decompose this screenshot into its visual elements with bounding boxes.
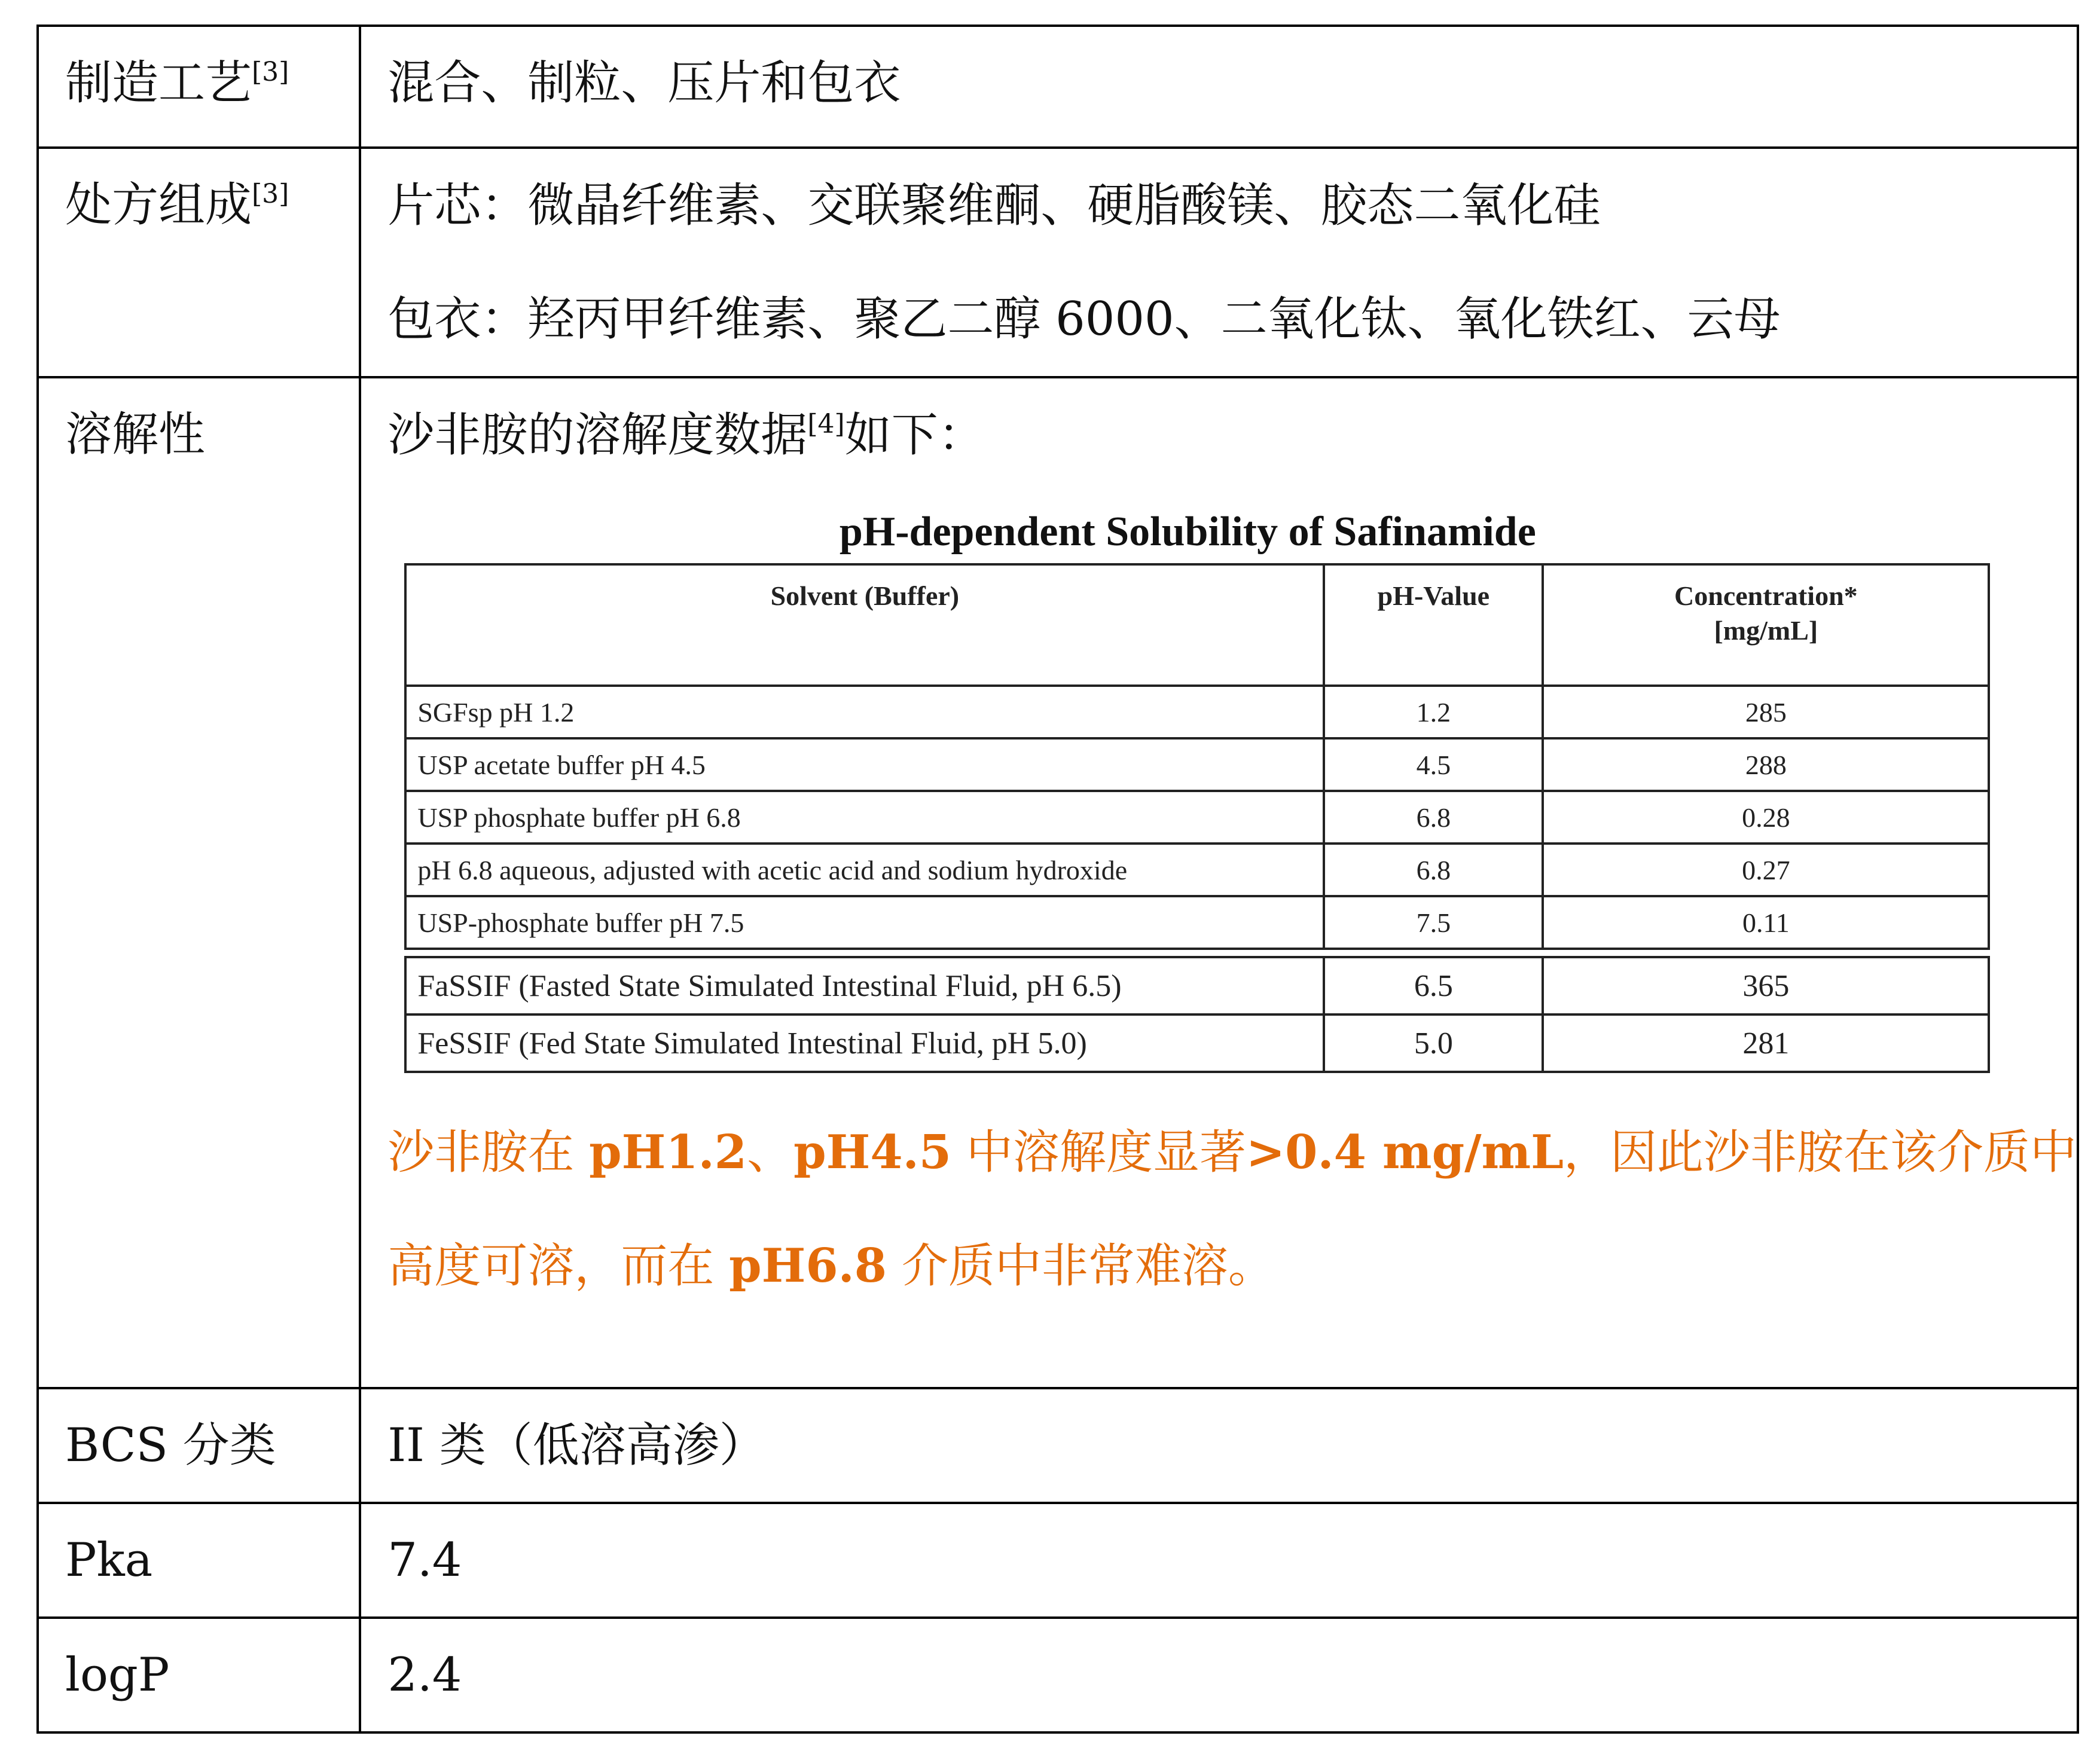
conclusion-line-1 xyxy=(387,1096,2077,1209)
row-solubility xyxy=(38,377,2078,1388)
solubility-figure xyxy=(387,500,1985,1073)
formulation-coating: 包衣：羟丙甲纤维素、聚乙二醇 6000、二氧化钛、氧化铁红、云母 xyxy=(387,292,1781,346)
header-solvent: Solvent (Buffer) xyxy=(405,564,1324,686)
row-process xyxy=(38,26,2078,148)
value-cell xyxy=(360,1503,2078,1618)
value-cell xyxy=(360,377,2078,1388)
conc-cell: 281 xyxy=(1543,1014,1989,1072)
table-row xyxy=(405,686,1989,738)
table-row xyxy=(405,896,1989,949)
ph-cell: 1.2 xyxy=(1324,686,1543,738)
process-value: 混合、制粒、压片和包衣 xyxy=(387,56,901,110)
conc-cell: 285 xyxy=(1543,686,1989,738)
logp-label: logP xyxy=(65,1648,170,1702)
value-cell xyxy=(360,26,2078,148)
solubility-label: 溶解性 xyxy=(65,408,206,462)
conc-cell: 288 xyxy=(1543,738,1989,791)
table-row xyxy=(405,738,1989,791)
row-bcs xyxy=(38,1388,2078,1503)
solvent-cell: FeSSIF (Fed State Simulated Intestinal Fluid, pH 5.0) xyxy=(405,1014,1324,1072)
solubility-intro xyxy=(361,378,2077,499)
conclusion-text: ，因此沙非胺在该介质中 xyxy=(1563,1126,2077,1179)
solvent-cell: USP phosphate buffer pH 6.8 xyxy=(405,791,1324,844)
header-concentration xyxy=(1543,564,1989,686)
solvent-cell: USP acetate buffer pH 4.5 xyxy=(405,738,1324,791)
label-cell xyxy=(38,26,360,148)
solvent-cell: SGFsp pH 1.2 xyxy=(405,686,1324,738)
conclusion-bold: pH6.8 xyxy=(729,1239,887,1293)
label-cell xyxy=(38,377,360,1388)
header-conc-line2: [mg/mL] xyxy=(1714,615,1818,646)
drug-info-table xyxy=(36,25,2079,1734)
header-conc-line1: Concentration* xyxy=(1674,580,1858,611)
conclusion-text: 介质中非常难溶。 xyxy=(887,1239,1275,1293)
conc-cell: 0.28 xyxy=(1543,791,1989,844)
solvent-cell: pH 6.8 aqueous, adjusted with acetic acid and sodium hydroxide xyxy=(405,844,1324,896)
label-cell xyxy=(38,1388,360,1503)
formulation-label: 处方组成 xyxy=(65,178,252,232)
header-ph: pH-Value xyxy=(1324,564,1543,686)
formulation-ref: [3] xyxy=(252,179,289,209)
table-row xyxy=(405,1014,1989,1072)
intro-suffix: 如下： xyxy=(844,408,985,462)
table-header-row xyxy=(405,564,1989,686)
conclusion-bold: pH4.5 xyxy=(793,1125,952,1179)
ph-cell: 6.8 xyxy=(1324,844,1543,896)
bcs-label: BCS 分类 xyxy=(65,1419,276,1472)
formulation-core: 片芯：微晶纤维素、交联聚维酮、硬脂酸镁、胶态二氧化硅 xyxy=(387,179,1601,233)
table-row xyxy=(405,791,1989,844)
row-pka xyxy=(38,1503,2078,1618)
conclusion-bold: >0.4 mg/mL xyxy=(1246,1125,1564,1179)
solubility-table xyxy=(404,563,1990,1073)
process-label: 制造工艺 xyxy=(65,56,252,110)
conclusion-bold: pH1.2 xyxy=(589,1125,747,1179)
ph-cell: 7.5 xyxy=(1324,896,1543,949)
value-cell xyxy=(360,148,2078,377)
bcs-value: II 类（低溶高渗） xyxy=(387,1419,766,1472)
solvent-cell: FaSSIF (Fasted State Simulated Intestinal Fluid, pH 6.5) xyxy=(405,957,1324,1014)
row-formulation xyxy=(38,148,2078,377)
conclusion-text: 、 xyxy=(747,1126,794,1179)
figure-title: pH-dependent Solubility of Safinamide xyxy=(839,509,1536,555)
solubility-conclusion xyxy=(361,1096,2077,1323)
ph-cell: 6.5 xyxy=(1324,957,1543,1014)
intro-ref: [4] xyxy=(807,409,845,439)
conc-cell: 0.11 xyxy=(1543,896,1989,949)
conc-cell: 365 xyxy=(1543,957,1989,1014)
table-gap xyxy=(405,949,1989,957)
conclusion-text: 高度可溶，而在 xyxy=(387,1239,729,1293)
ph-cell: 4.5 xyxy=(1324,738,1543,791)
pka-value: 7.4 xyxy=(387,1533,462,1587)
conclusion-line-2 xyxy=(387,1209,2077,1323)
ph-cell: 6.8 xyxy=(1324,791,1543,844)
label-cell xyxy=(38,1503,360,1618)
conclusion-text: 中溶解度显著 xyxy=(951,1126,1246,1179)
label-cell xyxy=(38,148,360,377)
label-cell xyxy=(38,1618,360,1732)
pka-label: Pka xyxy=(65,1533,153,1587)
process-ref: [3] xyxy=(252,57,289,87)
row-logp xyxy=(38,1618,2078,1732)
value-cell xyxy=(360,1388,2078,1503)
conc-cell: 0.27 xyxy=(1543,844,1989,896)
value-cell xyxy=(360,1618,2078,1732)
solvent-cell: USP-phosphate buffer pH 7.5 xyxy=(405,896,1324,949)
ph-cell: 5.0 xyxy=(1324,1014,1543,1072)
intro-text: 沙非胺的溶解度数据 xyxy=(387,408,808,462)
table-row xyxy=(405,844,1989,896)
table-row xyxy=(405,957,1989,1014)
logp-value: 2.4 xyxy=(387,1648,462,1702)
conclusion-text: 沙非胺在 xyxy=(387,1126,590,1179)
